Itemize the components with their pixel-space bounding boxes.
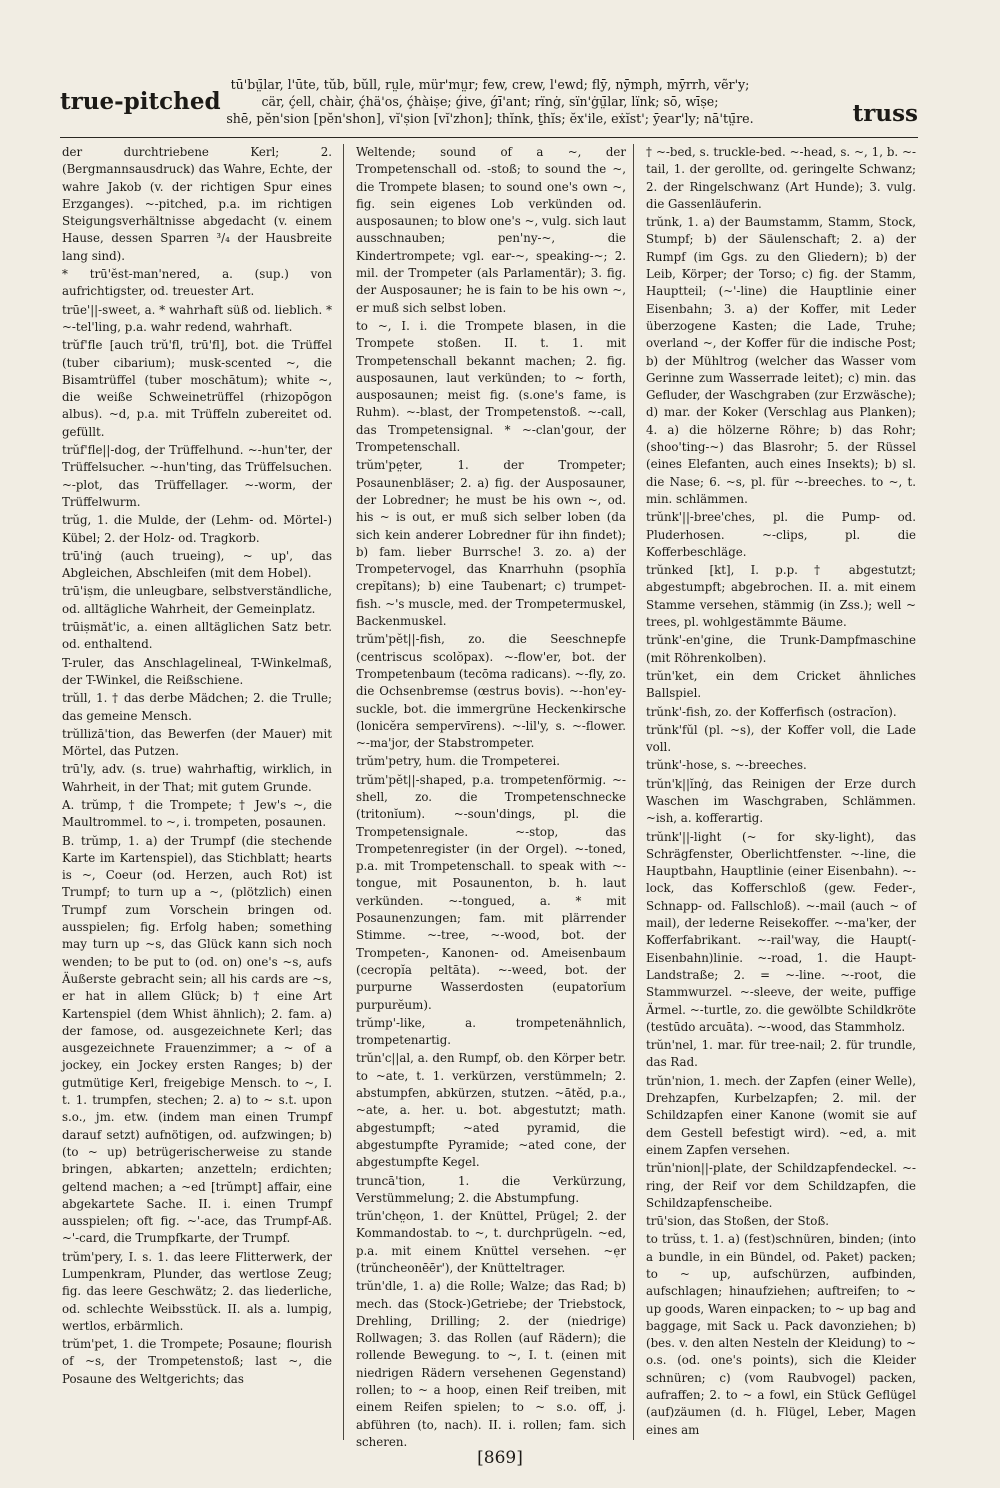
dictionary-entry: truncā'tion, 1. die Verkürzung, Verstümmelung; 2. die Abstumpfung.	[356, 1173, 626, 1205]
dictionary-entry: trŭnk'||-light (~ for sky-light), das Schrägfenster, Oberlichtfenster. ~-line, die Hauptbahn, Hauptlinie (einer Eisenbahn). ~-lock, das Kofferschloß (gew. Feder-, Schnapp- od. Fallschloß). ~-mail (auch ~ of mail), der lederne Reisekoffer. ~-ma'ker, der Kofferfabrikant. ~-rail'way, die Haupt(-Eisenbahn)linie. ~-road, 1. die Haupt-Landstraße; 2. = ~-line. ~-root, die Stammwurzel. ~-sleeve, der weite, puffige Ärmel. ~-turtle, zo. die gewölbte Schildkröte (testūdo arcuāta). ~-wood, das Stammholz.	[646, 829, 916, 1034]
pronunciation-key	[210, 76, 770, 127]
page-number: [869]	[477, 1448, 523, 1468]
dictionary-entry: trūiṣmăt'ic, a. einen alltäglichen Satz betr. od. enthaltend.	[62, 620, 332, 652]
pronunciation-key-line: cär, ḉell, chàir, ḉhä'os, ḉhàiṣe; ǵive, ǵī'ant; rïnġ, sïn'ġṳ̄lar, lïnk; sō, wīṣe;	[261, 94, 719, 109]
dictionary-entry: trū'ly, adv. (s. true) wahrhaftig, wirklich, in Wahrheit, in der That; mit gutem Grunde.	[62, 762, 332, 794]
dictionary-entry: trŭn'nel, 1. mar. für tree-nail; 2. für trundle, das Rad.	[646, 1038, 916, 1070]
dictionary-entry: trŭn'ket, ein dem Cricket ähnliches Ballspiel.	[646, 668, 916, 701]
dictionary-entry: † ~-bed, s. truckle-bed. ~-head, s. ~, 1, b. ~-tail, 1. der gerollte, od. geringelte Schwanz; 2. der Ringelschwanz (Art Hunde); 3. vulg. die Gassenläuferin.	[646, 145, 916, 211]
dictionary-entry: der durchtriebene Kerl; 2. (Bergmannsausdruck) das Wahre, Echte, der wahre Jakob (v. der richtigen Spur eines Erzganges). ~-pitched, p.a. im richtigen Steigungsverhältnisse abgedacht (v. einem Hause, dessen Sparren ³/₄ der Hausbreite lang sind).	[62, 145, 332, 263]
column-left	[62, 144, 332, 1440]
dictionary-entry: trŭnk'-hose, s. ~-breeches.	[646, 758, 807, 773]
guide-word-right: truss	[852, 100, 918, 127]
dictionary-entry: trŭnk'-fish, zo. der Kofferfisch (ostracĭon).	[646, 704, 897, 719]
dictionary-entry: to ~, I. i. die Trompete blasen, in die Trompete stoßen. II. t. 1. mit Trompetenschall bekannt machen; 2. fig. ausposaunen, laut verkünden; to ~ forth, ausposaunen; meist fig. (s.one's fame, is Ruhm). ~-blast, der Trompetenstoß. ~-call, das Trompetensignal. * ~-clan'gour, der Trompetenschall.	[356, 318, 626, 455]
dictionary-entry: trŭg, 1. die Mulde, der (Lehm- od. Mörtel-) Kübel; 2. der Holz- od. Tragkorb.	[62, 513, 332, 545]
dictionary-entry: A. trŭmp, † die Trompete; † Jew's ~, die Maultrommel. to ~, i. trompeten, posaunen.	[62, 797, 332, 830]
dictionary-entry: trŭm'pery, I. s. 1. das leere Flitterwerk, der Lumpenkram, Plunder, das wertlose Zeug; fig. das leere Geschwätz; 2. das liederliche, od. schlechte Weibsstück. II. als a. lumpig, wertlos, erbärmlich.	[62, 1249, 332, 1333]
dictionary-entry: T-ruler, das Anschlagelineal, T-Winkelmaß, der T-Winkel, die Reißschiene.	[62, 655, 332, 687]
dictionary-entry: trūe'||-sweet, a. * wahrhaft süß od. lieblich. * ~-tel'ling, p.a. wahr redend, wahrhaft.	[62, 302, 332, 334]
dictionary-entry: trŭn'dle, 1. a) die Rolle; Walze; das Rad; b) mech. das (Stock-)Getriebe; der Triebstock, Drehling, Drilling; 2. der (niedrige) Rollwagen; 3. das Rollen (auf Rädern); die rollende Bewegung. to ~, I. t. (einen mit niedrigen Rädern versehenen Gegenstand) rollen; to ~ a hoop, einen Reif treiben, mit einem Reifen spielen; to ~ s.o. off, j. abführen (to, nach). II. i. rollen; fam. sich scheren.	[356, 1279, 626, 1449]
dictionary-entry: * trū'ĕst-man'nered, a. (sup.) von aufrichtigster, od. treuester Art.	[62, 267, 332, 299]
dictionary-entry: trŭnk'-en'gine, die Trunk-Dampfmaschine (mit Röhrenkolben).	[646, 633, 916, 665]
dictionary-entry: trŭnk'||-bree'ches, pl. die Pump- od. Pluderhosen. ~-clips, pl. die Kofferbeschläge.	[646, 510, 916, 559]
dictionary-entry: trŭn'k||ĭnġ, das Reinigen der Erze durch Waschen im Waschgraben, Schlämmen. ~ish, a. kofferartig.	[646, 776, 916, 826]
dictionary-entry: trŭn'che̤on, 1. der Knüttel, Prügel; 2. der Kommandostab. to ~, t. durchprügeln. ~ed, p.a. mit einem Knüttel versehen. ~ẹr (trŭncheonēēr'), der Knütteltrager.	[356, 1209, 626, 1275]
dictionary-entry: trŭmp'-like, a. trompetenähnlich, trompetenartig.	[356, 1015, 626, 1048]
dictionary-entry: trŭnk'fŭl (pl. ~s), der Koffer voll, die Lade voll.	[646, 722, 916, 755]
dictionary-entry: trŭllizā'tion, das Bewerfen (der Mauer) mit Mörtel, das Putzen.	[62, 726, 332, 759]
guide-word-left: true-pitched	[60, 88, 221, 115]
dictionary-entry: B. trŭmp, 1. a) der Trumpf (die stechende Karte im Kartenspiel), das Stichblatt; hearts is ~, Coeur (od. Herzen, auch Rot) ist Trumpf; to turn up a ~, (plötzlich) einen Trumpf zum Vorschein bringen od. ausspielen; fig. Erfolg haben; something may turn up ~s, das Glück kann sich noch wenden; to be put to (od. on) one's ~s, aufs Äußerste gebracht sein; all his cards are ~s, er hat in allem Glück; b) † eine Art Kartenspiel (dem Whist ähnlich); 2. fam. a) der famose, od. ausgezeichnete Kerl; das ausgezeichnete Frauenzimmer; a ~ of a jockey, ein Jockey ersten Ranges; b) der gutmütige Kerl, freigebige Mensch. to ~, I. t. 1. trumpfen, stechen; 2. a) to ~ s.t. upon s.o., jm. etw. (indem man einen Trumpf darauf setzt) aufnötigen, od. aufzwingen; b) (to ~ up) betrügerischerweise zu stande bringen, abkarten; anzetteln; erdichten; geltend machen; a ~ed [trŭmpt] affair, eine abgekartete Sache. II. i. einen Trumpf ausspielen; oft fig. ~'-ace, das Trumpf-Aß. ~'-card, die Trumpfkarte, der Trumpf.	[62, 833, 332, 1246]
column-right	[646, 144, 916, 1440]
dictionary-entry: trŭm'pĕt||-fish, zo. die Seeschnepfe (centriscus scolŏpax). ~-flow'er, bot. der Trompetenbaum (tecōma radicans). ~-fly, zo. die Ochsenbremse (œstrus bovis). ~-hon'ey-suckle, bot. die immergrüne Heckenkirsche (lonicĕra sempervīrens). ~-lil'y, s. ~-flower. ~-ma'jor, der Stabstrompeter.	[356, 632, 626, 751]
header-rule	[60, 137, 918, 138]
dictionary-entry: trŭm'pet, 1. die Trompete; Posaune; flourish of ~s, der Trompetenstoß; last ~, die Posaune des Weltgerichts; das	[62, 1337, 332, 1386]
dictionary-entry: trŭn'nion||-plate, der Schildzapfendeckel. ~-ring, der Reif vor dem Schildzapfen, die Schildzapfenscheibe.	[646, 1161, 916, 1210]
dictionary-entry: Weltende; sound of a ~, der Trompetenschall od. -stoß; to sound the ~, die Trompete blasen; to sound one's own ~, fig. sein eigenes Lob verkünden od. ausposaunen; to blow one's ~, vulg. sich laut ausschnauben; pen'ny-~, die Kindertrompete; vgl. ear-~, speaking-~; 2. mil. der Trompeter (als Parlamentär); 3. fig. der Ausposauner; he is fain to be his own ~, er muß sich selbst loben.	[356, 145, 626, 315]
dictionary-entry: trŭf'fle [auch trŭ'fl, trū'fl], bot. die Trüffel (tuber cibarium); musk-scented ~, die Bisamtrüffel (tuber moschātum); white ~, die weiße Schweinetrüffel (rhizopōgon albus). ~d, p.a. mit Trüffeln zubereitet od. gefüllt.	[62, 338, 332, 439]
dictionary-entry: to trŭss, t. 1. a) (fest)schnüren, binden; (into a bundle, in ein Bündel, od. Paket) packen; to ~ up, aufschürzen, aufbinden, aufschlagen; hinaufziehen; auftreifen; to ~ up goods, Waren einpacken; to ~ up bag and baggage, mit Sack u. Pack davonziehen; b) (bes. v. den alten Nesteln der Kleidung) to ~ o.s. (od. one's points), sich die Kleider schnüren; c) (vom Raubvogel) packen, aufraffen; 2. to ~ a fowl, ein Stück Geflügel (auf)zäumen (d. h. Flügel, Leber, Magen eines am	[646, 1232, 916, 1437]
dictionary-entry: trŭm'pĕt||-shaped, p.a. trompetenförmig. ~-shell, zo. die Trompetenschnecke (tritonĭum). ~-soun'dings, pl. die Trompetensignale. ~-stop, das Trompetenregister (in der Orgel). ~-toned, p.a. mit Trompetenschall. to speak with ~-tongue, mit Posaunenton, b. h. laut verkünden. ~-tongued, a. * mit Posaunenzungen; fam. mit plärrender Stimme. ~-tree, ~-wood, bot. der Trompeten-, Kanonen- od. Ameisenbaum (cecropĭa peltāta). ~-weed, bot. der purpurne Wasserdosten (eupatorĭum purpurĕum).	[356, 772, 626, 1012]
column-divider	[343, 144, 344, 1440]
dictionary-entry: trŭnk, 1. a) der Baumstamm, Stamm, Stock, Stumpf; b) der Säulenschaft; 2. a) der Rumpf (im Ggs. zu den Gliedern); b) der Leib, Körper; der Torso; c) fig. der Stamm, Hauptteil; (~'-line) die Hauptlinie einer Eisenbahn; 3. a) der Koffer, mit Leder überzogene Kasten; die Lade, Truhe; overland ~, der Koffer für die indische Post; b) der Mühltrog (welcher das Wasser vom Gerinne zum Wasserrade leitet); c) min. das Gefluder, der Waschgraben (zur Erzwäsche); d) mar. der Koker (Verschlag aus Planken); 4. a) die hölzerne Röhre; b) das Rohr; (shoo'ting-~) das Blasrohr; 5. der Rüssel (eines Elefanten, auch eines Insekts); b) sl. die Nase; 6. ~s, pl. für ~-breeches. to ~, t. min. schlämmen.	[646, 215, 916, 506]
column-middle	[356, 144, 626, 1449]
dictionary-entry: trŭf'fle||-dog, der Trüffelhund. ~-hun'ter, der Trüffelsucher. ~-hun'ting, das Trüffelsuchen. ~-plot, das Trüffellager. ~-worm, der Trüffelwurm.	[62, 443, 332, 509]
dictionary-entry: trū'sion, das Stoßen, der Stoß.	[646, 1214, 829, 1229]
column-divider	[633, 144, 634, 1440]
pronunciation-key-line: tū'bṳ̄lar, l'ūte, tŭb, bŭll, rṳle, mür'mṳr; few, crew, l'ewd; flȳ, nȳmph, mȳrrh, vẽr'y;	[230, 77, 750, 92]
dictionary-entry: trŭll, 1. † das derbe Mädchen; 2. die Trulle; das gemeine Mensch.	[62, 691, 332, 723]
page-header	[0, 0, 1000, 130]
dictionary-entry: trŭm'pe̤ter, 1. der Trompeter; Posaunenbläser; 2. a) fig. der Ausposauner, der Lobredner; he must be his own ~, od. his ~ is out, er muß sich selber loben (da sich kein anderer Lobredner für ihn findet); b) fam. lieber Burrsche! 3. zo. a) der Trompetervogel, das Knarrhuhn (psophĭa crepĭtans); b) eine Taubenart; c) trumpet-fish. ~'s muscle, med. der Trompetermuskel, Backenmuskel.	[356, 458, 626, 629]
dictionary-entry: trŭn'nion, 1. mech. der Zapfen (einer Welle), Drehzapfen, Kurbelzapfen; 2. mil. der Schildzapfen einer Kanone (womit sie auf dem Gestell befestigt wird). ~ed, a. mit einem Zapfen versehen.	[646, 1073, 916, 1157]
dictionary-entry: trū'iṣm, die unleugbare, selbstverständliche, od. alltägliche Wahrheit, der Gemeinplatz.	[62, 584, 332, 616]
dictionary-entry: trŭnked [kt], I. p.p. † abgestutzt; abgestumpft; abgebrochen. II. a. mit einem Stamme versehen, stämmig (in Zss.); well ~ trees, pl. wohlgestämmte Bäume.	[646, 563, 916, 630]
pronunciation-key-line: shē, pĕn'sion [pĕn'shon], vĭ'ṣion [vĭ'zhon]; thĭnk, ṯhĭs; ĕx'ile, eẋĭst'; ȳear'ly; nā'tṳ̄re.	[226, 111, 754, 126]
dictionary-entry: trŭn'c||al, a. den Rumpf, ob. den Körper betr. to ~ate, t. 1. verkürzen, verstümmeln; 2. abstumpfen, abkürzen, stutzen. ~ātĕd, p.a., ~ate, a. her. u. bot. abgestutzt; math. abgestumpft; ~ated pyramid, die abgestumpfte Pyramide; ~ated cone, der abgestumpfte Kegel.	[356, 1051, 626, 1170]
dictionary-entry: trū'inġ (auch trueing), ~ up', das Abgleichen, Abschleifen (mit dem Hobel).	[62, 548, 332, 581]
dictionary-entry: trŭm'petry, hum. die Trompeterei.	[356, 754, 561, 769]
